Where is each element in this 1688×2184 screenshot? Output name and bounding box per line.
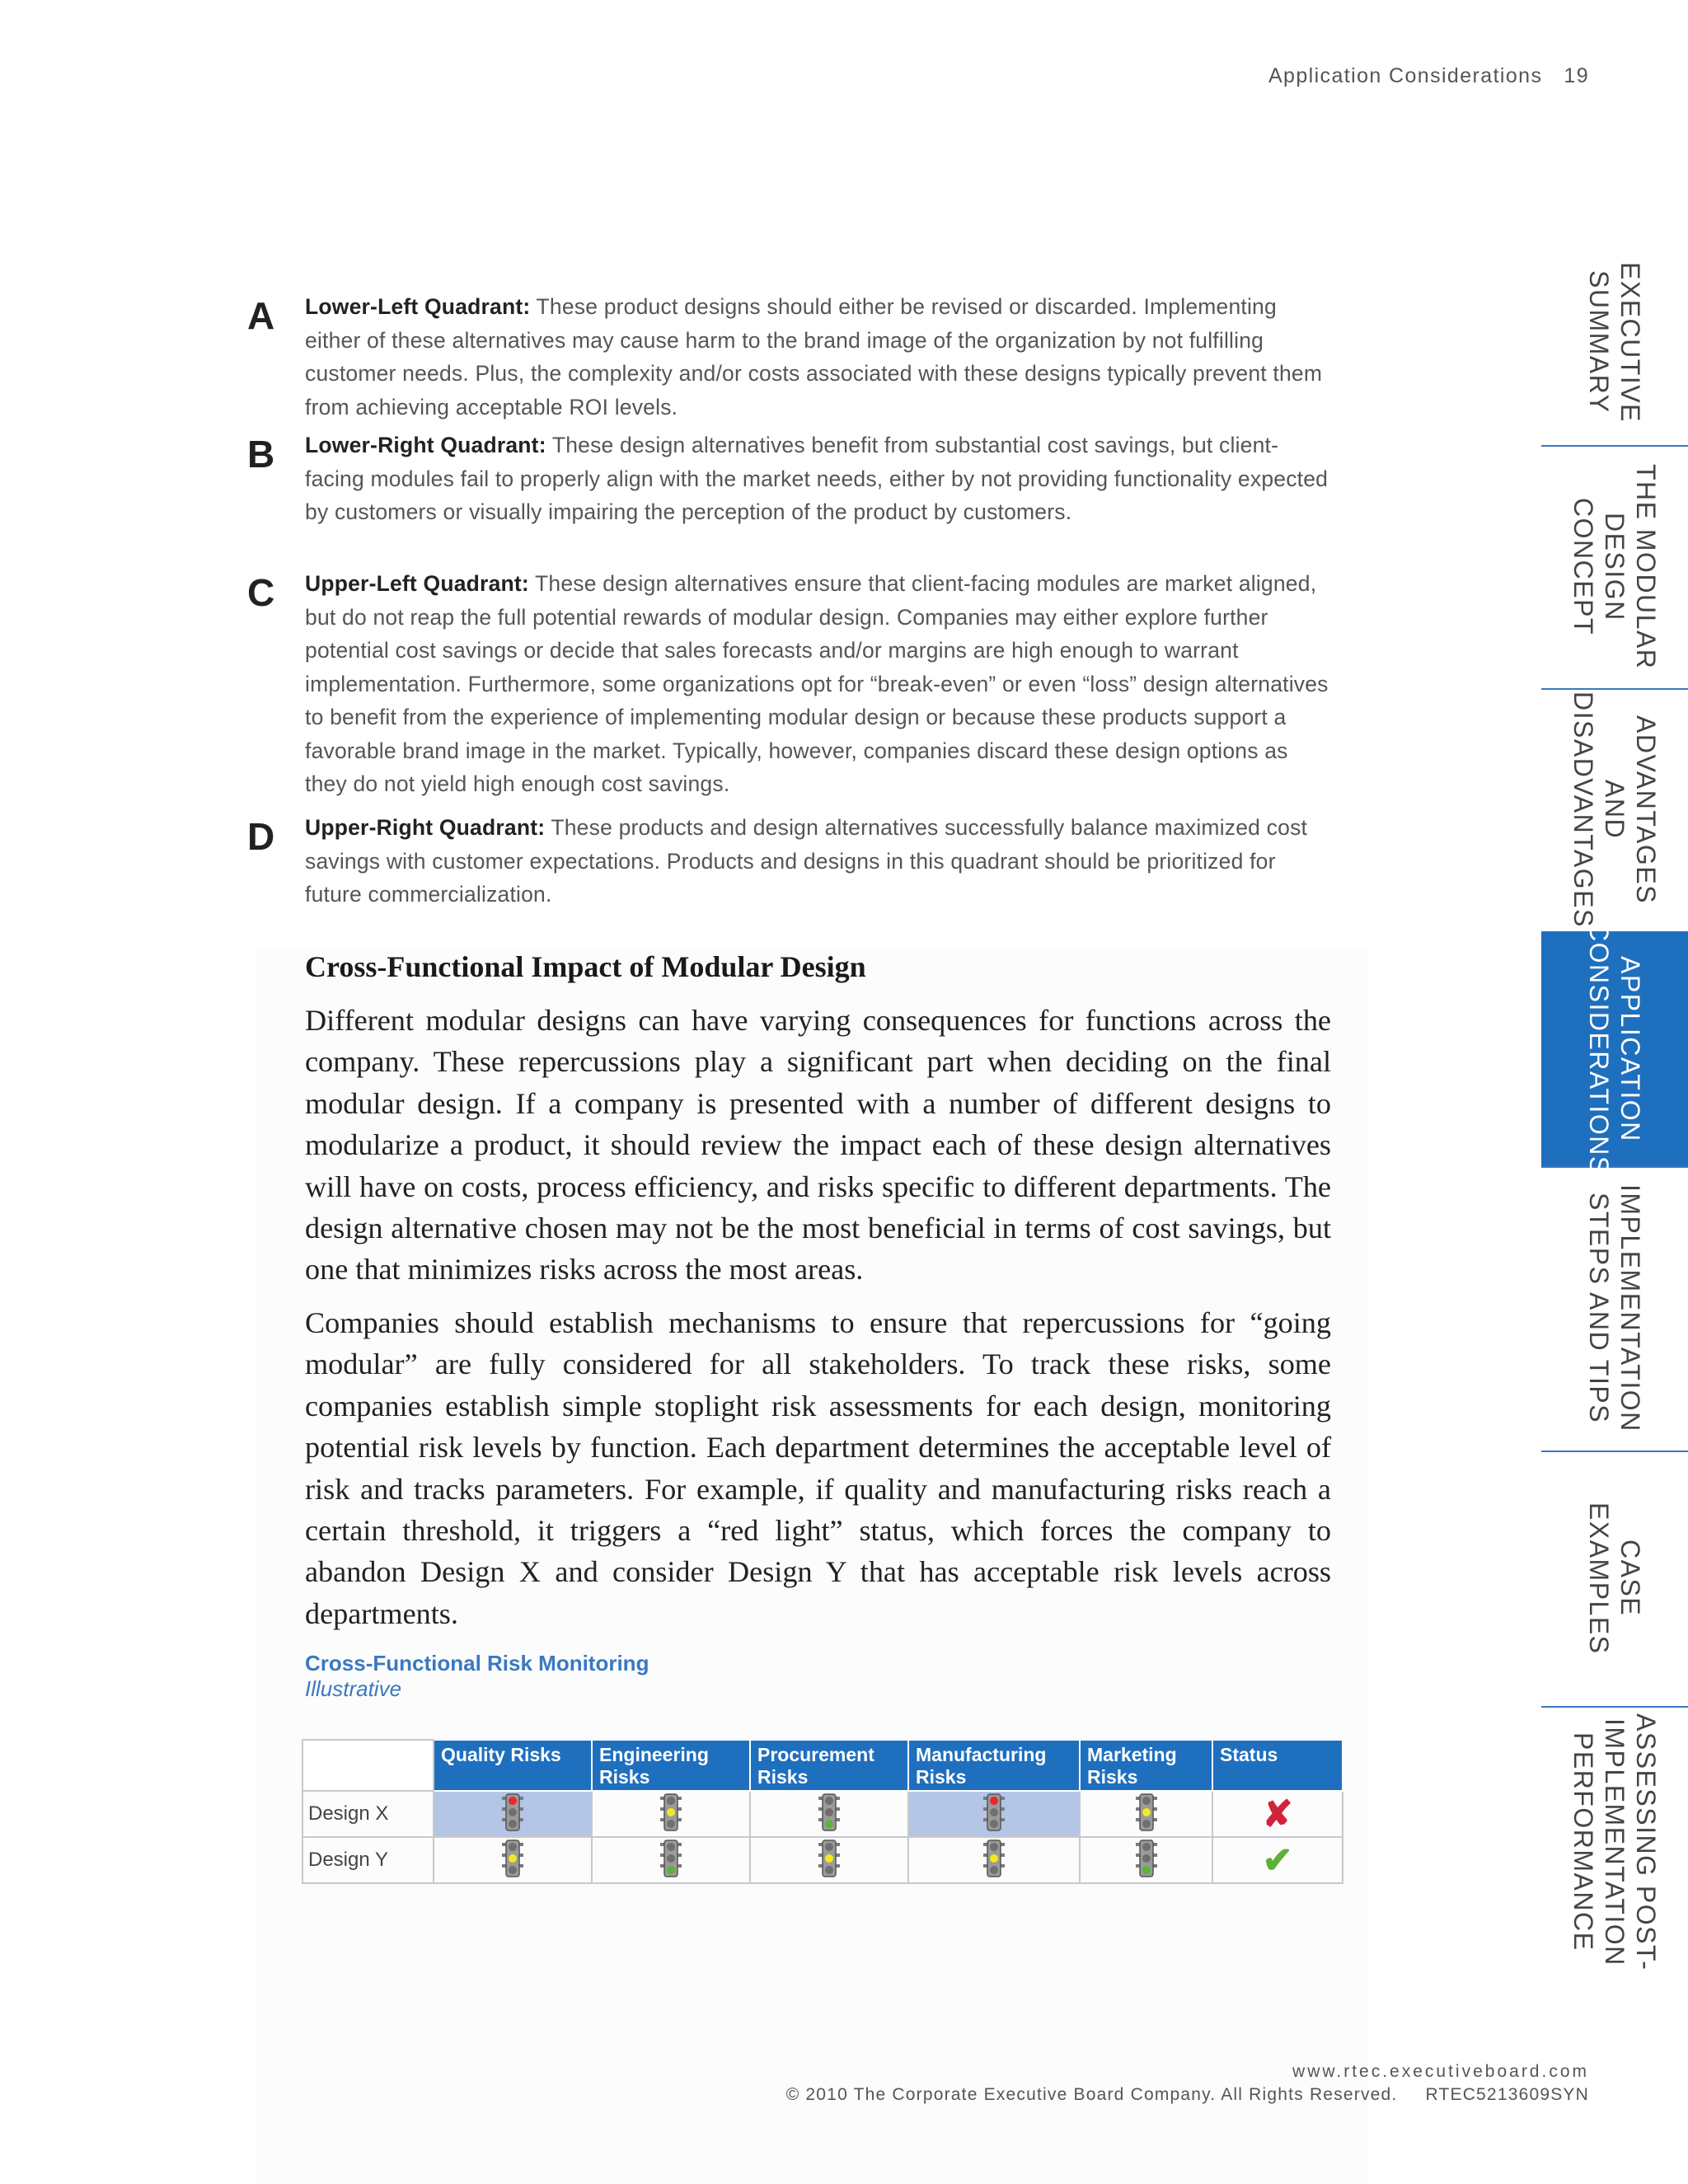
stoplight-yellow-icon <box>1136 1793 1157 1831</box>
quadrant-description <box>305 290 1335 424</box>
sidebar-tab[interactable] <box>1541 1166 1688 1452</box>
row-label: Design Y <box>302 1837 434 1883</box>
column-header: Quality Risks <box>434 1740 592 1791</box>
section-heading: Cross-Functional Impact of Modular Design <box>305 950 866 983</box>
risk-cell <box>750 1791 908 1837</box>
check-mark-icon: ✔ <box>1262 1840 1293 1881</box>
sidebar-tab-label: EXECUTIVE SUMMARY <box>1584 261 1645 423</box>
copyright-text: © 2010 The Corporate Executive Board Company. All Rights Reserved. <box>785 2085 1398 2104</box>
sidebar-tab-label: CASE EXAMPLES <box>1584 1502 1645 1655</box>
stoplight-green-icon <box>660 1840 682 1877</box>
quadrant-letter: C <box>247 571 275 614</box>
sidebar-tab-label: ADVANTAGES AND DISADVANTAGES <box>1568 691 1661 928</box>
column-header: Marketing Risks <box>1080 1740 1212 1791</box>
row-label: Design X <box>302 1791 434 1837</box>
figure-title: Cross-Functional Risk Monitoring <box>305 1651 649 1675</box>
sidebar-tab-label: APPLICATION CONSIDERATIONS <box>1584 922 1645 1175</box>
table-row <box>302 1837 1343 1883</box>
risk-cell <box>592 1791 750 1837</box>
status-cell <box>1212 1791 1343 1837</box>
quadrant-text: These product designs should either be revised or discarded. Implementing either of these alternatives may cause harm to the brand image of the organization by not fulfilling customer needs. Plus, the complexity and/or costs associated with these designs typically prevent them from achieving acceptable ROI levels. <box>305 294 1323 419</box>
sidebar-tab[interactable] <box>1541 688 1688 933</box>
sidebar-tab-label: ASSESSING POST- IMPLEMENTATION PERFORMANCE <box>1568 1713 1661 1971</box>
table-header-row <box>302 1740 1343 1791</box>
risk-cell <box>1080 1837 1212 1883</box>
quadrant-description <box>305 811 1335 912</box>
quadrant-letter: A <box>247 294 275 337</box>
quadrant-title: Upper-Left Quadrant: <box>305 571 529 596</box>
risk-cell <box>592 1837 750 1883</box>
column-header: Manufacturing Risks <box>908 1740 1080 1791</box>
stoplight-yellow-icon <box>660 1793 682 1831</box>
risk-cell <box>434 1837 592 1883</box>
risk-cell <box>1080 1791 1212 1837</box>
page-header <box>1268 64 1589 88</box>
header-section-title: Application Considerations <box>1268 64 1543 87</box>
table-corner-cell <box>302 1740 434 1791</box>
stoplight-green-icon <box>818 1793 840 1831</box>
sidebar-tab[interactable] <box>1541 1451 1688 1708</box>
quadrant-text: These products and design alternatives successfully balance maximized cost savings with customer expectations. Products and designs in this quadrant should be prioritized for future commercialization. <box>305 815 1308 907</box>
risk-table <box>302 1739 1343 1884</box>
body-paragraph: Different modular designs can have varying consequences for functions across the company. These repercussions play a significant part when deciding on the final modular design. If a company is presented with a number of different designs to modularize a product, it should review the impact each of these design alternatives will have on costs, process efficiency, and risks specific to different departments. The design alternative chosen may not be the most beneficial in terms of cost savings, but one that minimizes risks across the most areas. <box>305 1004 1331 1286</box>
sidebar-tab[interactable] <box>1541 1706 1688 1978</box>
risk-cell <box>908 1837 1080 1883</box>
sidebar-tab-label: IMPLEMENTATION STEPS AND TIPS <box>1584 1184 1645 1432</box>
quadrant-b <box>247 429 1335 529</box>
stoplight-yellow-icon <box>502 1840 523 1877</box>
quadrant-description <box>305 429 1335 529</box>
quadrant-c <box>247 567 1335 801</box>
section-navigation <box>1541 239 1688 1978</box>
document-code: RTEC5213609SYN <box>1425 2085 1589 2104</box>
risk-cell <box>434 1791 592 1837</box>
page-number: 19 <box>1564 64 1589 87</box>
stoplight-yellow-icon <box>983 1840 1005 1877</box>
sidebar-tab[interactable] <box>1541 239 1688 447</box>
quadrant-description <box>305 567 1335 801</box>
column-header: Procurement Risks <box>750 1740 908 1791</box>
sidebar-tab-label: THE MODULAR DESIGN CONCEPT <box>1568 463 1661 670</box>
quadrant-title: Lower-Right Quadrant: <box>305 433 546 457</box>
column-header: Engineering Risks <box>592 1740 750 1791</box>
sidebar-tab[interactable] <box>1541 922 1688 1175</box>
stoplight-red-icon <box>502 1793 523 1831</box>
footer-copyright <box>786 2085 1589 2105</box>
sidebar-tab[interactable] <box>1541 445 1688 690</box>
footer-url: www.rtec.executiveboard.com <box>1292 2062 1589 2081</box>
column-header: Status <box>1212 1740 1343 1791</box>
x-mark-icon: ✘ <box>1262 1793 1293 1835</box>
risk-cell <box>908 1791 1080 1837</box>
quadrant-title: Lower-Left Quadrant: <box>305 294 531 319</box>
table-row <box>302 1791 1343 1837</box>
quadrant-a <box>247 290 1335 424</box>
risk-cell <box>750 1837 908 1883</box>
quadrant-text: These design alternatives benefit from substantial cost savings, but client-facing modules fail to properly align with the market needs, either by not providing functionality expected by customers or visually impairing the perception of the product by customers. <box>305 433 1329 524</box>
stoplight-yellow-icon <box>818 1840 840 1877</box>
quadrant-title: Upper-Right Quadrant: <box>305 815 546 840</box>
quadrant-letter: B <box>247 433 275 476</box>
quadrant-text: These design alternatives ensure that client-facing modules are market aligned, but do not reap the full potential rewards of modular design. Companies may either explore further potential cost savings or decide that sales forecasts and/or margins are high enough to warrant implementation. Furthermore, some organizations opt for “break-even” or even “loss” design alternatives to benefit from the experience of implementing modular design or because these products support a favorable brand image in the market. Typically, however, companies discard these design options as they do not yield high enough cost savings. <box>305 571 1329 796</box>
quadrant-d <box>247 811 1335 912</box>
quadrant-letter: D <box>247 815 275 858</box>
figure-subtitle: Illustrative <box>305 1676 402 1701</box>
status-cell <box>1212 1837 1343 1883</box>
stoplight-red-icon <box>983 1793 1005 1831</box>
body-paragraph: Companies should establish mechanisms to ensure that repercussions for “going modular” are fully considered for all stakeholders. To track these risks, some companies establish simple stoplight risk assessments for each design, monitoring potential risk levels by function. Each department determines the acceptable level of risk and tracks parameters. For example, if quality and manufacturing risks reach a certain threshold, it triggers a “red light” status, which forces the company to abandon Design X and consider Design Y that has acceptable risk levels across departments. <box>305 1306 1331 1630</box>
stoplight-green-icon <box>1136 1840 1157 1877</box>
